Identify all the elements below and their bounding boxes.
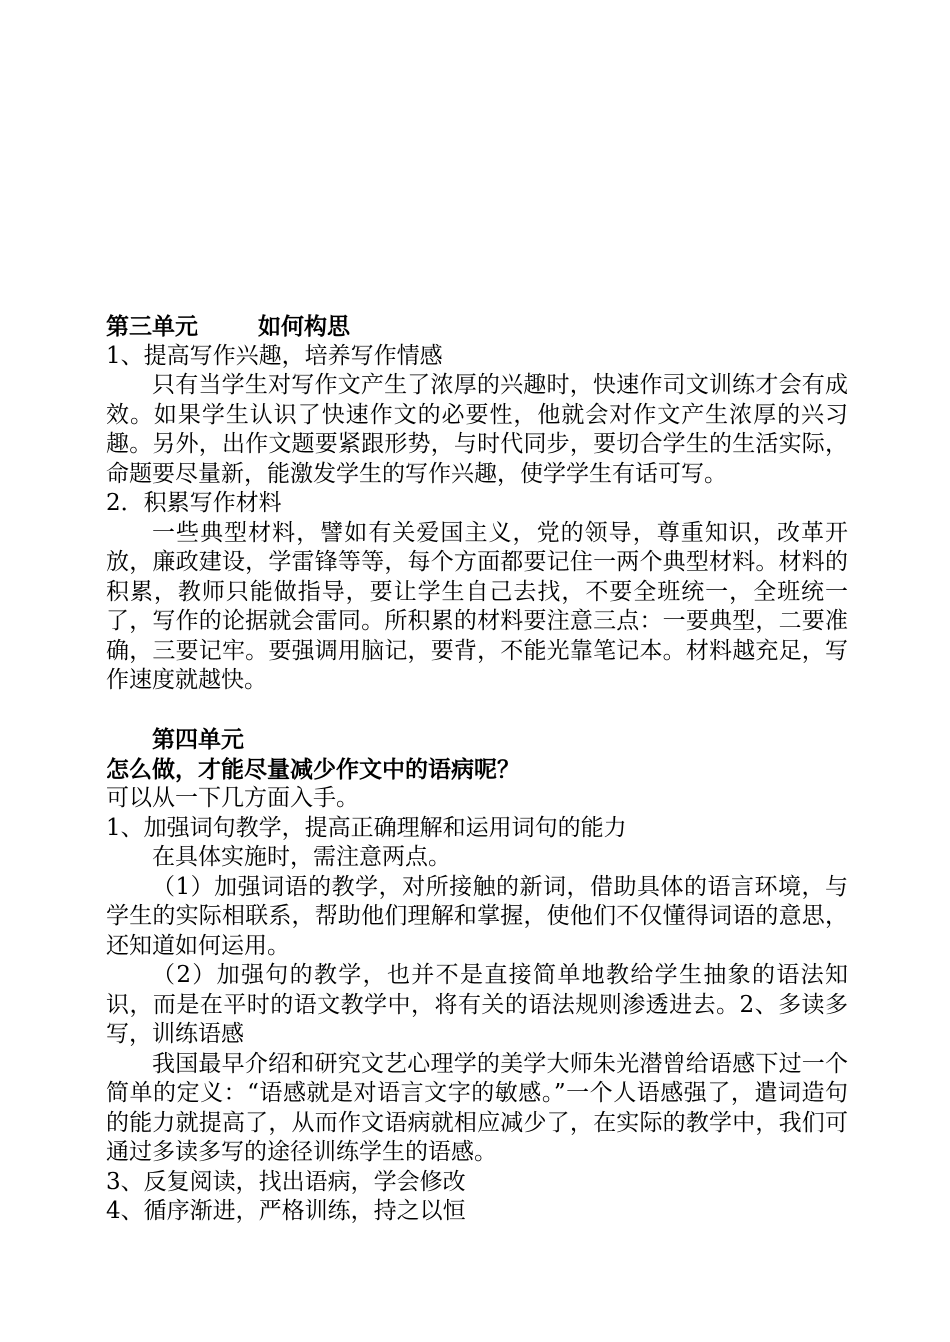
unit3-section1-heading: 1、提高写作兴趣，培养写作情感 [106, 342, 443, 369]
unit4-section1-point2: （2）加强句的教学，也并不是直接简单地教给学生抽象的语法知识，而是在平时的语文教学中，将有关的语法规则渗透进去。2、多读多写，训练语感 [106, 962, 848, 1047]
document-page [106, 312, 848, 1227]
unit3-title-label: 第三单元 [106, 313, 198, 340]
blank-line [106, 696, 848, 726]
unit3-section2-body: 一些典型材料，譬如有关爱国主义，党的领导，尊重知识，改革开放，廉政建设，学雷锋等等，每个方面都要记住一两个典型材料。材料的积累，教师只能做指导，要让学生自己去找，不要全班统一，全班统一了，写作的论据就会雷同。所积累的材料要注意三点：一要典型，二要准确，三要记牢。要强调用脑记，要背，不能光靠笔记本。材料越充足，写作速度就越快。 [106, 519, 848, 693]
unit4-section1-heading: 1、加强词句教学，提高正确理解和运用词句的能力 [106, 814, 627, 841]
unit3-title-topic: 如何构思 [258, 313, 350, 340]
unit4-title: 第四单元 [152, 726, 244, 753]
unit4-section4-heading: 4、循序渐进，严格训练，持之以恒 [106, 1198, 466, 1224]
unit3-title [106, 312, 848, 342]
unit3-section1-body: 只有当学生对写作文产生了浓厚的兴趣时，快速作司文训练才会有成效。如果学生认识了快速作文的必要性，他就会对作文产生浓厚的兴习趣。另外，出作文题要紧跟形势，与时代同步，要切合学生的生活实际，命题要尽量新，能激发学生的写作兴趣，使学学生有话可写。 [106, 372, 848, 487]
unit4-section2-body: 我国最早介绍和研究文艺心理学的美学大师朱光潜曾给语感下过一个简单的定义：“语感就是对语言文字的敏感。”一个人语感强了，遣词造句的能力就提高了，从而作文语病就相应减少了，在实际的教学中，我们可通过多读多写的途径训练学生的语感。 [106, 1050, 848, 1165]
unit4-intro: 可以从一下几方面入手。 [106, 785, 359, 811]
unit3-section2-heading: 2．积累写作材料 [106, 490, 282, 516]
unit4-question: 怎么做，才能尽量减少作文中的语病呢？ [106, 755, 520, 783]
unit4-section3-heading: 3、反复阅读，找出语病，学会修改 [106, 1168, 466, 1195]
unit4-section1-point1: （1）加强词语的教学，对所接触的新词，借助具体的语言环境，与学生的实际相联系，帮助他们理解和掌握，使他们不仅懂得词语的意思，还知道如何运用。 [106, 873, 848, 959]
unit4-section1-note: 在具体实施时，需注意两点。 [152, 844, 451, 870]
